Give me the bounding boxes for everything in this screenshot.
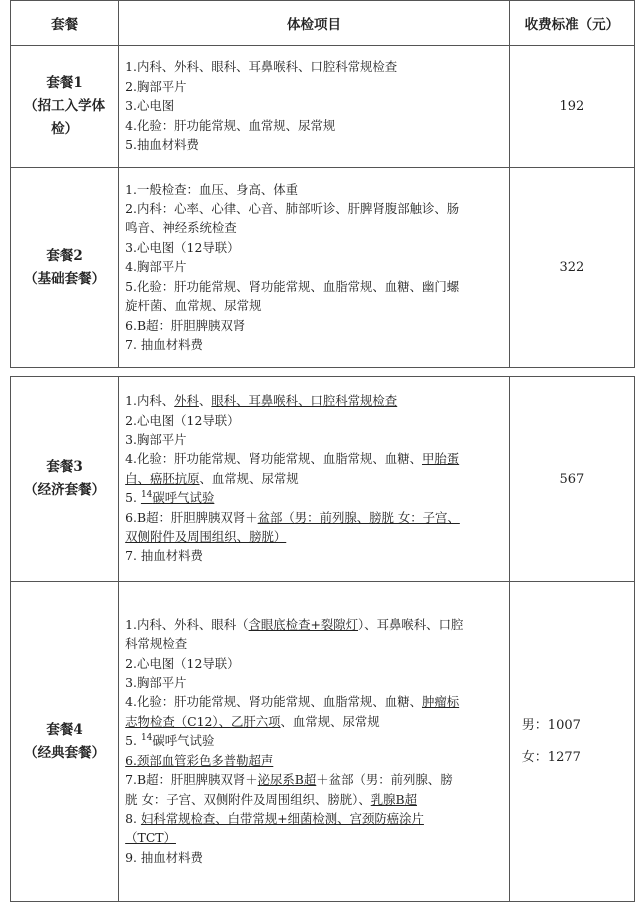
package-1-name: 套餐1	[46, 75, 83, 91]
package-2-name: 套餐2	[46, 247, 83, 264]
list-item: 7.B超：肝胆脾胰双肾＋泌尿系B超＋盆部（男：前列腺、膀	[125, 772, 453, 788]
package-2-name-cell	[11, 168, 119, 368]
table-gap	[11, 368, 635, 377]
list-item: 旋杆菌、血常规、尿常规	[125, 298, 262, 314]
list-item: 鸣音、神经系统检查	[125, 220, 237, 236]
package-2-subtitle: （基础套餐）	[24, 270, 106, 287]
table-row-package-2	[11, 168, 635, 368]
package-4-subtitle: （经典套餐）	[24, 744, 106, 761]
package-4-name: 套餐4	[46, 721, 83, 738]
table-row-package-1	[11, 46, 635, 168]
list-item: 4.化验：肝功能常规、肾功能常规、血脂常规、血糖、肿瘤标	[125, 694, 460, 710]
package-1-name-cell	[11, 46, 119, 168]
list-item: 1.内科、外科、眼科、耳鼻喉科、口腔科常规检查	[125, 59, 398, 75]
package-4-price-cell	[509, 582, 634, 902]
list-item: 2.内科：心率、心律、心音、肺部听诊、肝脾肾腹部触诊、肠	[125, 201, 460, 217]
list-item: 6.B超：肝胆脾胰双肾＋盆部（男：前列腺、膀胱 女：子宫、	[125, 509, 460, 525]
package-1-price: 192	[509, 46, 634, 168]
package-4-items	[119, 582, 510, 902]
list-item: 6.B超：肝胆脾胰双肾	[125, 317, 246, 333]
list-item: 1.内科、外科、眼科（含眼底检查+裂隙灯）、耳鼻喉科、口腔	[125, 616, 464, 632]
list-item: 5.化验：肝功能常规、肾功能常规、血脂常规、血糖、幽门螺	[125, 278, 460, 294]
package-3-subtitle: （经济套餐）	[24, 482, 106, 498]
header-package: 套餐	[11, 1, 119, 46]
package-3-items	[119, 377, 510, 582]
list-item: 双侧附件及周围组织、膀胱）	[125, 529, 287, 545]
package-1-subtitle-1: （招工入学体	[24, 98, 106, 114]
package-1-subtitle-2: 检）	[51, 121, 79, 137]
list-item: 5. $^{14}$碳呼气试验	[125, 490, 215, 506]
package-4-name-cell	[11, 582, 119, 902]
list-item: 3.心电图（12导联）	[125, 239, 240, 255]
header-items: 体检项目	[119, 1, 510, 46]
package-1-items	[119, 46, 510, 168]
package-4-price-female: 女：1277	[521, 749, 581, 765]
package-3-name: 套餐3	[46, 459, 83, 475]
list-item: 志物检查（C12）、乙肝六项、血常规、尿常规	[125, 713, 380, 729]
package-4-price-male: 男：1007	[521, 717, 581, 733]
list-item: 1.一般检查：血压、身高、体重	[125, 181, 299, 197]
list-item: 3.心电图	[125, 98, 175, 114]
list-item: 5. $^{14}$碳呼气试验	[125, 733, 215, 749]
list-item: 2.心电图（12导联）	[125, 412, 240, 428]
list-item: 胱 女：子宫、双侧附件及周围组织、膀胱）、乳腺B超	[125, 791, 418, 807]
list-item: 科常规检查	[125, 636, 188, 652]
list-item: 5.抽血材料费	[125, 137, 199, 153]
list-item: 1.内科、外科、眼科、耳鼻喉科、口腔科常规检查	[125, 393, 398, 409]
package-3-name-cell	[11, 377, 119, 582]
package-2-items	[119, 168, 510, 368]
table-row-package-3	[11, 377, 635, 582]
list-item: 7. 抽血材料费	[125, 548, 203, 564]
checkup-package-table	[10, 0, 635, 902]
header-fee: 收费标准（元）	[509, 1, 634, 46]
list-item: 2.胸部平片	[125, 78, 187, 94]
list-item: 6.颈部血管彩色多普勒超声	[125, 752, 274, 768]
list-item: 4.胸部平片	[125, 259, 187, 275]
list-item: 2.心电图（12导联）	[125, 655, 240, 671]
list-item: 7. 抽血材料费	[125, 336, 203, 352]
list-item: 8. 妇科常规检查、白带常规+细菌检测、宫颈防癌涂片	[125, 810, 424, 826]
table-header-row	[11, 1, 635, 46]
table-row-package-4	[11, 582, 635, 902]
list-item: 4.化验：肝功能常规、肾功能常规、血脂常规、血糖、甲胎蛋	[125, 451, 460, 467]
list-item: 3.胸部平片	[125, 431, 187, 447]
list-item: 3.胸部平片	[125, 675, 187, 691]
package-2-price: 322	[509, 168, 634, 368]
list-item: 4.化验：肝功能常规、血常规、尿常规	[125, 117, 336, 133]
list-item: 白、癌胚抗原、血常规、尿常规	[125, 470, 299, 486]
package-3-price: 567	[509, 377, 634, 582]
list-item: 9. 抽血材料费	[125, 849, 203, 865]
list-item: （TCT）	[125, 830, 176, 846]
